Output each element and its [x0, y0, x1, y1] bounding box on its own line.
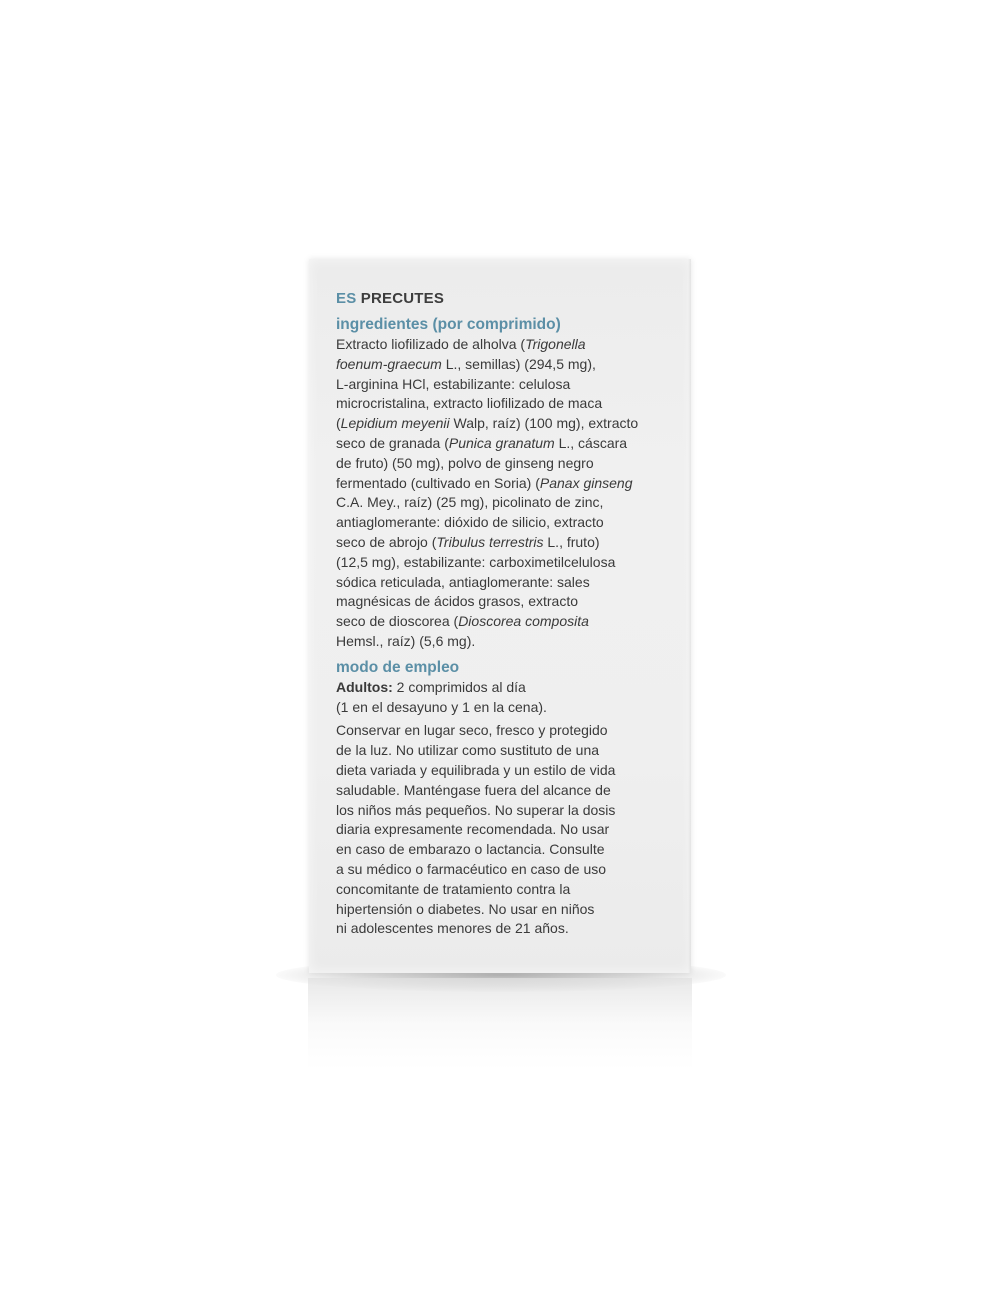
- ingredient-text: (12,5 mg), estabilizante: carboximetilcelulosa: [336, 553, 616, 570]
- ingredient-text: L., fruto): [543, 533, 600, 550]
- ingredient-text: L., cáscara: [554, 434, 628, 451]
- warning-line: Conservar en lugar seco, fresco y protegido: [336, 722, 608, 739]
- ingredient-line: [336, 474, 676, 494]
- botanical-name: Punica granatum: [448, 434, 555, 451]
- botanical-name: foenum-graecum: [336, 355, 442, 372]
- usage-line: (1 en el desayuno y 1 en la cena).: [336, 698, 547, 715]
- warning-line: diaria expresamente recomendada. No usar: [336, 821, 610, 838]
- ingredient-text: magnésicas de ácidos grasos, extracto: [336, 593, 579, 610]
- ingredient-line: [336, 454, 676, 474]
- panel-reflection: [308, 978, 692, 1070]
- ingredient-line: [336, 632, 676, 652]
- adults-label: Adultos:: [336, 678, 393, 695]
- ingredient-line: [336, 335, 676, 355]
- ingredient-line: [336, 394, 676, 414]
- warning-line: concomitante de tratamiento contra la: [336, 880, 571, 897]
- ingredient-text: antiaglomerante: dióxido de silicio, extracto: [336, 514, 604, 531]
- warning-line: en caso de embarazo o lactancia. Consulte: [336, 841, 605, 858]
- ingredient-line: [336, 513, 676, 533]
- botanical-name: Panax ginseng: [539, 474, 633, 491]
- ingredient-line: [336, 553, 676, 573]
- ingredient-line: [336, 612, 676, 632]
- adults-dose: 2 comprimidos al día: [392, 678, 526, 695]
- ingredient-text: L., semillas) (294,5 mg),: [441, 355, 596, 372]
- ingredient-text: Walp, raíz) (100 mg), extracto: [449, 415, 639, 432]
- label-title: [336, 290, 676, 308]
- ingredient-text: de fruto) (50 mg), polvo de ginseng negro: [336, 454, 594, 471]
- botanical-name: Dioscorea composita: [458, 613, 589, 630]
- ingredient-text: seco de abrojo (: [336, 533, 437, 550]
- ingredient-text: sódica reticulada, antiaglomerante: sales: [336, 573, 590, 590]
- brand-name: PRECUTES: [360, 290, 445, 307]
- warning-line: los niños más pequeños. No superar la dosis: [336, 801, 616, 818]
- ingredient-text: fermentado (cultivado en Soria) (: [336, 474, 540, 491]
- ingredient-text: C.A. Mey., raíz) (25 mg), picolinato de zinc,: [336, 494, 604, 511]
- ingredient-line: [336, 414, 676, 434]
- usage-line: [336, 678, 676, 698]
- ingredient-line: [336, 355, 676, 375]
- label-content: [336, 290, 676, 939]
- warning-line: a su médico o farmacéutico en caso de uso: [336, 860, 607, 877]
- warning-line: saludable. Manténgase fuera del alcance de: [336, 781, 611, 798]
- ingredient-line: [336, 533, 676, 553]
- ingredient-text: Hemsl., raíz) (5,6 mg).: [336, 632, 476, 649]
- botanical-name: Tribulus terrestris: [436, 533, 544, 550]
- ingredient-line: [336, 573, 676, 593]
- ingredient-text: seco de granada (: [336, 434, 449, 451]
- ingredients-heading: ingredientes (por comprimido): [336, 316, 561, 333]
- warnings-text: [336, 721, 676, 939]
- botanical-name: Lepidium meyenii: [340, 415, 450, 432]
- language-code: ES: [336, 290, 357, 307]
- botanical-name: Trigonella: [525, 336, 586, 352]
- ingredient-line: [336, 592, 676, 612]
- ingredient-text: Extracto liofilizado de alholva (: [336, 336, 526, 352]
- ingredient-text: seco de dioscorea (: [336, 613, 459, 630]
- warning-line: hipertensión o diabetes. No usar en niños: [336, 900, 595, 917]
- product-label-panel: [309, 259, 691, 973]
- usage-heading: modo de empleo: [336, 658, 460, 676]
- ingredient-line: [336, 493, 676, 513]
- ingredient-line: [336, 375, 676, 395]
- warning-line: dieta variada y equilibrada y un estilo de vida: [336, 761, 616, 778]
- ingredient-text: L-arginina HCl, estabilizante: celulosa: [336, 375, 571, 392]
- warning-line: ni adolescentes menores de 21 años.: [336, 920, 569, 937]
- warning-line: de la luz. No utilizar como sustituto de una: [336, 742, 600, 759]
- ingredient-line: [336, 434, 676, 454]
- usage-text: [336, 678, 676, 718]
- ingredients-text: [336, 335, 676, 652]
- ingredient-text: (: [336, 415, 341, 432]
- ingredient-text: microcristalina, extracto liofilizado de maca: [336, 395, 603, 412]
